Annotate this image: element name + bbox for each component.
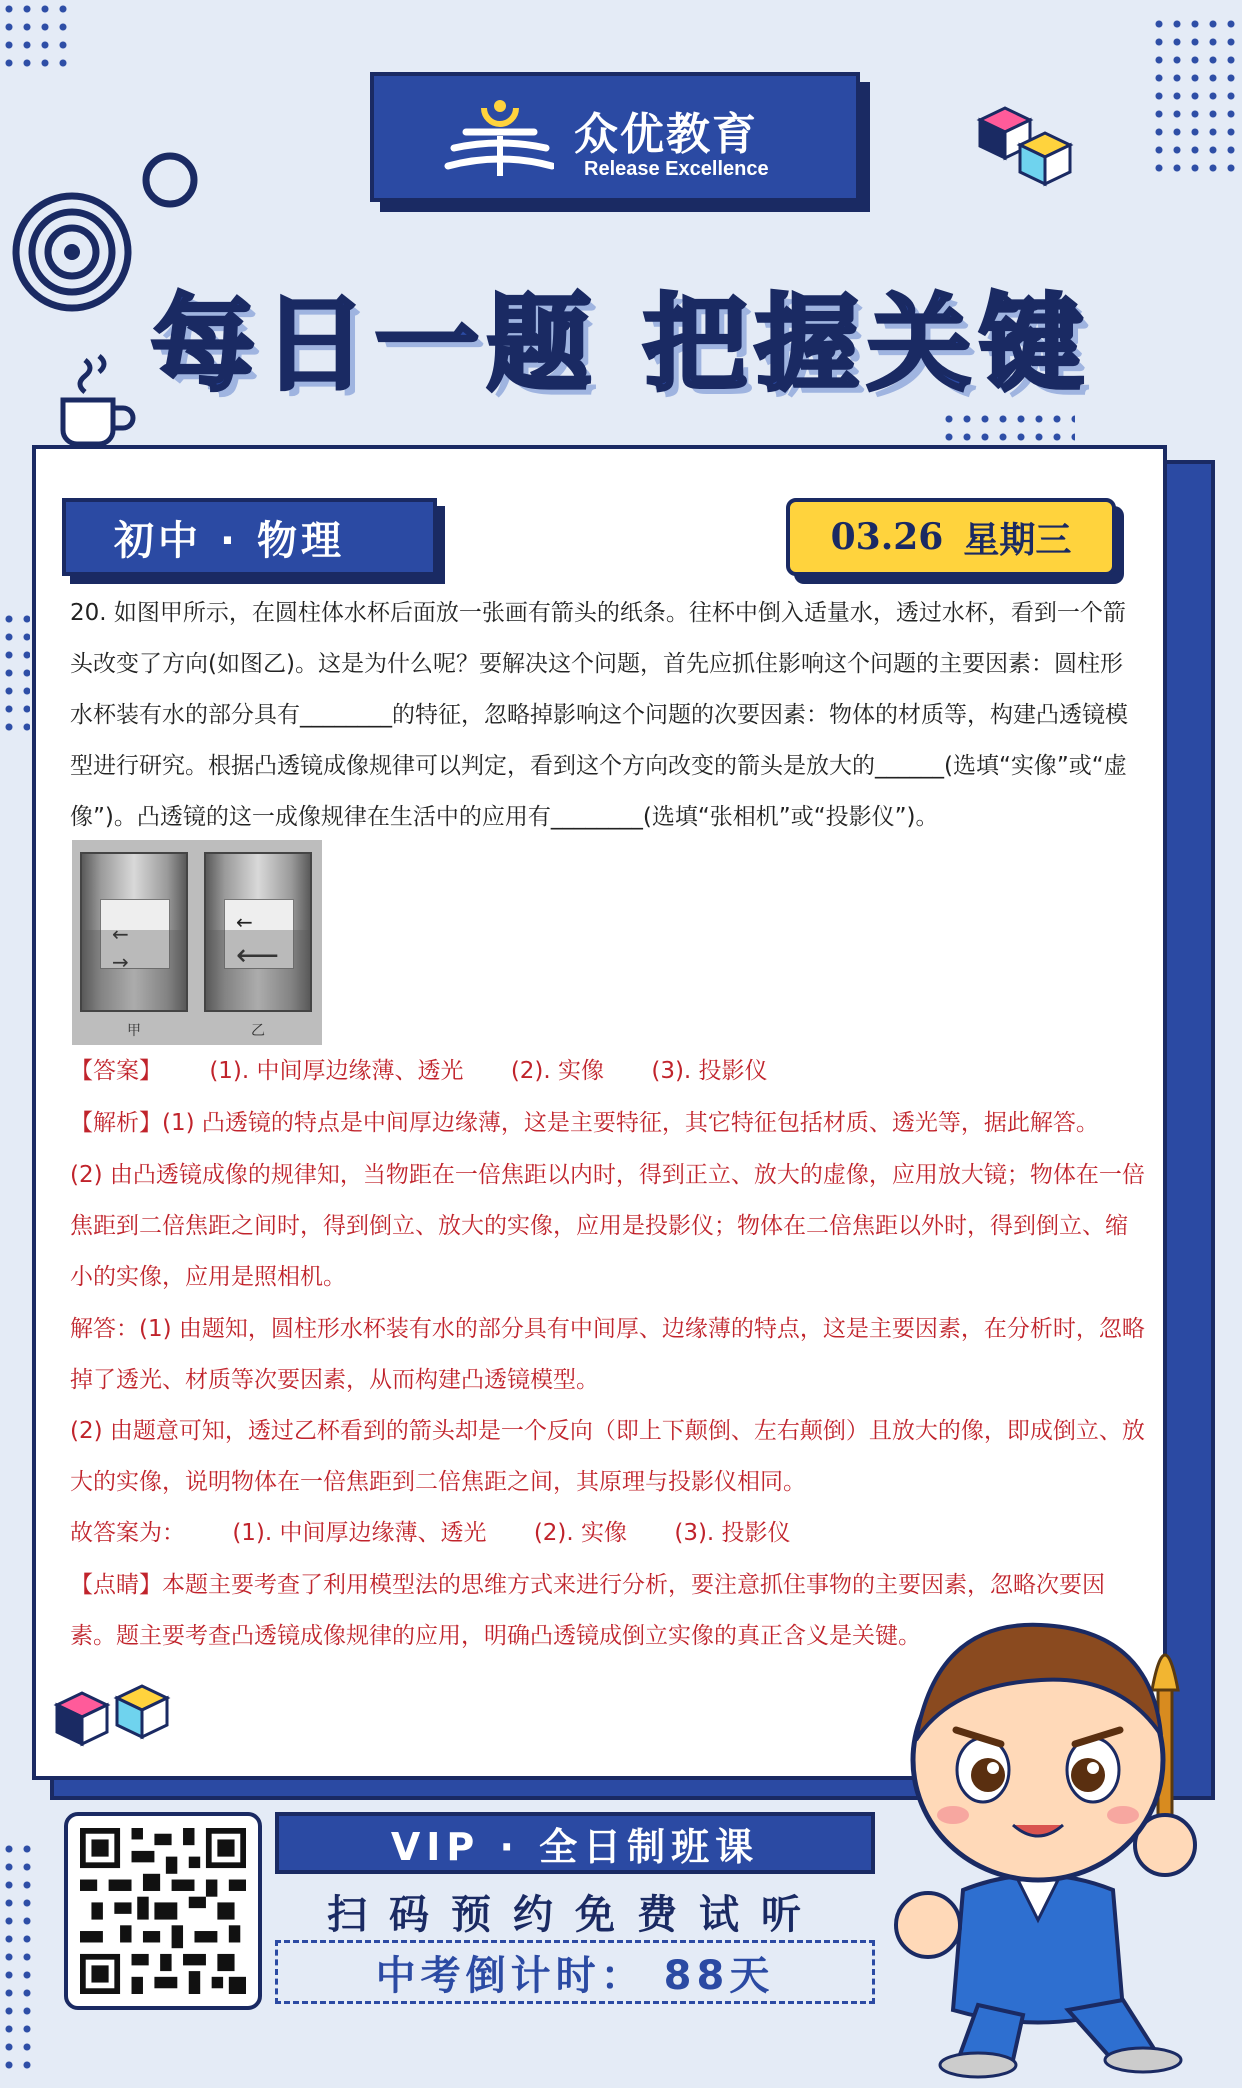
- analysis-p1: [70, 1098, 1150, 1149]
- dots-top-mid: [940, 410, 1075, 446]
- subject-tag: 初中 · 物理: [62, 498, 437, 576]
- glass-jia: ← →: [80, 852, 188, 1012]
- experiment-photo: [72, 840, 322, 1045]
- answer-line: [70, 1046, 1150, 1097]
- date-weekday: 星期三: [963, 518, 1072, 561]
- answer-label: 【答案】: [70, 1058, 162, 1084]
- question-text: 20. 如图甲所示，在圆柱体水杯后面放一张画有箭头的纸条。往杯中倒入适量水，透过水杯，看到一个箭头改变了方向(如图乙)。这是为什么呢？要解决这个问题，首先应抓住影响这个问题的主要因素：圆柱形水杯装有水的部分具有________的特征，忽略掉影响这个问题的次要因素：物体的材质等，构建凸透镜模型进行研究。根据凸透镜成像规律可以判定，看到这个方向改变的箭头是放大的______(选填“实像”或“虚像”)。凸透镜的这一成像规律在生活中的应用有________(选填“张相机”或“投影仪”)。: [70, 600, 1128, 830]
- analysis-text-1: (1) 凸透镜的特点是中间厚边缘薄，这是主要特征，其它特征包括材质、透光等，据此解答。: [162, 1110, 1099, 1136]
- answer-item: (3). 投影仪: [651, 1058, 768, 1084]
- logo-icon: [444, 96, 554, 186]
- countdown-label: 中考倒计时：: [375, 1952, 646, 1999]
- final-item: (2). 实像: [533, 1520, 628, 1546]
- date-tag: [786, 498, 1116, 576]
- solution-p1: [70, 1304, 1150, 1406]
- qr-code-pattern: [80, 1828, 246, 1994]
- final-answer-line: [70, 1508, 1150, 1559]
- analysis-label: 【解析】: [70, 1110, 162, 1136]
- cube-icon: [970, 100, 1080, 190]
- brand-logo-banner: [370, 72, 860, 202]
- small-ring-icon: [140, 150, 200, 210]
- vip-banner: VIP · 全日制班课: [275, 1812, 875, 1874]
- solution-label: 解答：: [70, 1316, 139, 1342]
- answer-item: (2). 实像: [510, 1058, 605, 1084]
- brand-name: 众优教育: [574, 109, 758, 160]
- dots-left-mid: [0, 610, 30, 740]
- solution-text-1: (1) 由题知，圆柱形水杯装有水的部分具有中间厚、边缘薄的特点，这是主要因素，在分析时，忽略掉了透光、材质等次要因素，从而构建凸透镜模型。: [70, 1316, 1145, 1393]
- dots-left-bottom: [0, 1840, 32, 2070]
- brand-tagline: Release Excellence: [584, 158, 769, 180]
- glass-yi: ← ⟵: [204, 852, 312, 1012]
- dots-top-right: [1150, 15, 1235, 175]
- qr-code[interactable]: [64, 1812, 262, 2010]
- final-item: (1). 中间厚边缘薄、透光: [232, 1520, 487, 1546]
- scan-cta: 扫码预约免费试听: [327, 1891, 823, 1938]
- dots-top-left: [0, 0, 70, 72]
- photo-label-jia: 甲: [127, 1023, 141, 1039]
- comment-text: 本题主要考查了利用模型法的思维方式来进行分析，要注意抓住事物的主要因素，忽略次要因素。题主要考查凸透镜成像规律的应用，明确凸透镜成倒立实像的真正含义是关键。: [70, 1572, 1105, 1649]
- slogan-title: 每日一题 把握关键: [150, 283, 1092, 405]
- solution-p2: (2) 由题意可知，透过乙杯看到的箭头却是一个反向（即上下颠倒、左右颠倒）且放大的像，即成倒立、放大的实像，说明物体在一倍焦距到二倍焦距之间，其原理与投影仪相同。: [70, 1418, 1145, 1495]
- date-day: 03.26: [830, 516, 944, 558]
- final-item: (3). 投影仪: [674, 1520, 791, 1546]
- exam-countdown: [275, 1940, 875, 2004]
- cube-icon: [52, 1680, 182, 1760]
- photo-label-yi: 乙: [251, 1023, 265, 1039]
- analysis-p2: (2) 由凸透镜成像的规律知，当物距在一倍焦距以内时，得到正立、放大的虚像，应用放大镜；物体在一倍焦距到二倍焦距之间时，得到倒立、放大的实像，应用是投影仪；物体在二倍焦距以外时，得到倒立、缩小的实像，应用是照相机。: [70, 1162, 1145, 1290]
- final-label: 故答案为：: [70, 1520, 185, 1546]
- answer-item: (1). 中间厚边缘薄、透光: [209, 1058, 464, 1084]
- comment-label: 【点睛】: [70, 1572, 162, 1598]
- mascot: [868, 1590, 1213, 2080]
- countdown-value: 88天: [663, 1952, 775, 1999]
